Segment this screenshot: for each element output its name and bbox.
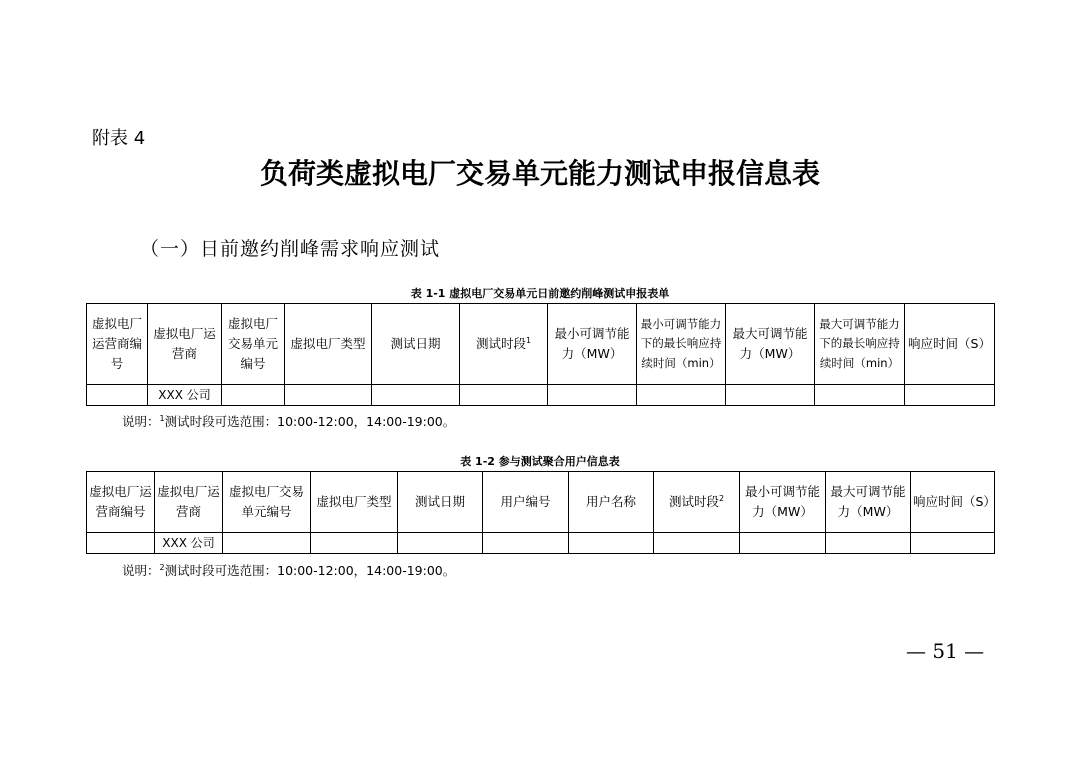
- table-cell[interactable]: [87, 385, 148, 406]
- table-row: [87, 385, 995, 406]
- header-cell: 测试日期: [372, 304, 460, 385]
- header-cell: 响应时间（S）: [905, 304, 995, 385]
- note-prefix: 说明：: [122, 414, 160, 429]
- table-cell[interactable]: [569, 533, 654, 554]
- table-cell[interactable]: [398, 533, 483, 554]
- table-cell[interactable]: [905, 385, 995, 406]
- header-cell: [460, 304, 548, 385]
- table1-header-row: [87, 304, 995, 385]
- table1-note: [122, 412, 455, 430]
- header-cell: [654, 472, 740, 533]
- table-row: [87, 533, 995, 554]
- header-cell: 用户编号: [483, 472, 569, 533]
- header-text: 测试时段: [668, 494, 719, 509]
- table-cell[interactable]: XXX 公司: [148, 385, 222, 406]
- table-cell[interactable]: XXX 公司: [155, 533, 223, 554]
- table-cell[interactable]: [460, 385, 548, 406]
- table-cell[interactable]: [311, 533, 398, 554]
- table-cell[interactable]: [911, 533, 995, 554]
- section-heading: （一）日前邀约削峰需求响应测试: [140, 238, 441, 260]
- table-cell[interactable]: [548, 385, 637, 406]
- header-cell: 最小可调节能力（MW）: [740, 472, 826, 533]
- table2-caption: 表 1-2 参与测试聚合用户信息表: [460, 455, 620, 468]
- header-cell: 测试日期: [398, 472, 483, 533]
- note-text: 测试时段可选范围：10:00-12:00，14:00-19:00。: [164, 414, 456, 429]
- header-cell: 虚拟电厂运营商编号: [87, 304, 148, 385]
- header-cell: 虚拟电厂类型: [285, 304, 372, 385]
- header-cell: 最大可调节能力（MW）: [726, 304, 815, 385]
- table1: [86, 303, 995, 406]
- page-number: — 51 —: [906, 639, 985, 663]
- table-cell[interactable]: [372, 385, 460, 406]
- header-cell: 虚拟电厂交易单元编号: [223, 472, 311, 533]
- page-title: 负荷类虚拟电厂交易单元能力测试申报信息表: [259, 157, 820, 190]
- header-cell: 用户名称: [569, 472, 654, 533]
- footnote-mark: 1: [159, 413, 165, 423]
- header-text: 测试时段: [475, 336, 526, 351]
- table-cell[interactable]: [285, 385, 372, 406]
- header-cell: 最小可调节能力下的最长响应持续时间（min）: [637, 304, 726, 385]
- table-cell[interactable]: [223, 533, 311, 554]
- table-cell[interactable]: [637, 385, 726, 406]
- table-cell[interactable]: [740, 533, 826, 554]
- appendix-label: 附表 4: [92, 128, 146, 149]
- table-cell[interactable]: [483, 533, 569, 554]
- table-cell[interactable]: [826, 533, 911, 554]
- table-cell[interactable]: [87, 533, 155, 554]
- header-cell: 虚拟电厂运营商: [155, 472, 223, 533]
- table2-note: [122, 561, 455, 579]
- footnote-mark: 1: [525, 335, 532, 345]
- note-text: 测试时段可选范围：10:00-12:00，14:00-19:00。: [164, 563, 456, 578]
- table2: [86, 471, 995, 554]
- table2-header-row: [87, 472, 995, 533]
- header-cell: 响应时间（S）: [911, 472, 995, 533]
- table-cell[interactable]: [726, 385, 815, 406]
- footnote-mark: 2: [159, 562, 165, 572]
- table-cell[interactable]: [222, 385, 285, 406]
- header-cell: 最大可调节能力（MW）: [826, 472, 911, 533]
- table1-caption: 表 1-1 虚拟电厂交易单元日前邀约削峰测试申报表单: [410, 287, 670, 300]
- header-cell: 虚拟电厂运营商编号: [87, 472, 155, 533]
- header-cell: 最小可调节能力（MW）: [548, 304, 637, 385]
- footnote-mark: 2: [718, 493, 725, 503]
- table-cell[interactable]: [815, 385, 905, 406]
- header-cell: 虚拟电厂类型: [311, 472, 398, 533]
- header-cell: 虚拟电厂交易单元编号: [222, 304, 285, 385]
- note-prefix: 说明：: [122, 563, 160, 578]
- header-cell: 最大可调节能力下的最长响应持续时间（min）: [815, 304, 905, 385]
- header-cell: 虚拟电厂运营商: [148, 304, 222, 385]
- table-cell[interactable]: [654, 533, 740, 554]
